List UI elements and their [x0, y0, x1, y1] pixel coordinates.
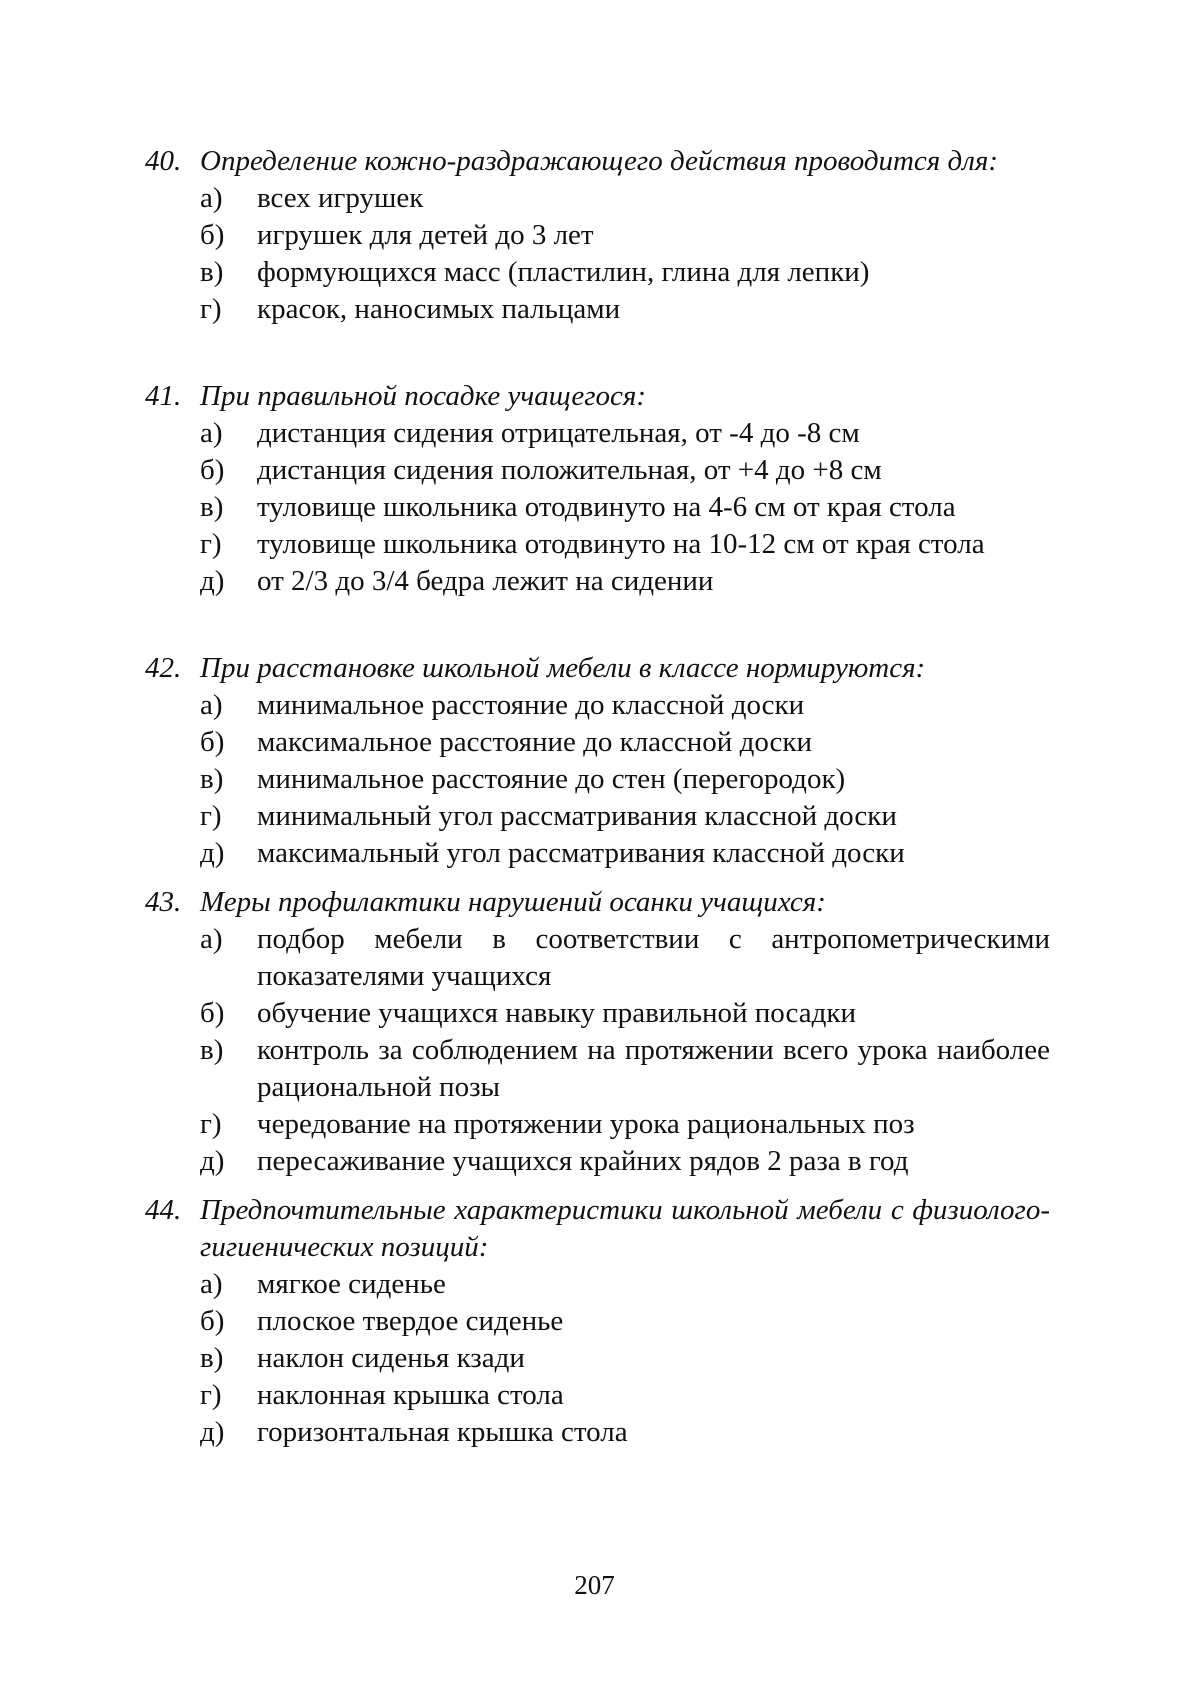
- question-text: Меры профилактики нарушений осанки учащихся:: [200, 886, 826, 918]
- option-letter: в): [200, 763, 224, 795]
- question-40: [145, 143, 1050, 328]
- option-letter: г): [200, 1379, 222, 1411]
- option-letter: д): [200, 1145, 225, 1177]
- option-a: [200, 415, 1050, 452]
- question-43: [145, 884, 1050, 1180]
- question-header: [145, 143, 1050, 180]
- option-text: игрушек для детей до 3 лет: [257, 219, 594, 251]
- question-text: При правильной посадке учащегося:: [200, 380, 647, 412]
- question-text: Предпочтительные характеристики школьной мебели с физиолого-гигиенических позиций:: [200, 1194, 1050, 1263]
- question-number: 40.: [145, 145, 182, 177]
- question-header: [145, 650, 1050, 687]
- option-text: минимальное расстояние до стен (перегородок): [257, 763, 846, 795]
- options-list: [145, 921, 1050, 1180]
- option-v: [200, 254, 1050, 291]
- option-text: контроль за соблюдением на протяжении всего урока наиболее рациональной позы: [257, 1034, 1050, 1103]
- options-list: [145, 180, 1050, 328]
- option-a: [200, 687, 1050, 724]
- option-text: подбор мебели в соответствии с антропометрическими показателями учащихся: [257, 923, 1050, 992]
- option-text: мягкое сиденье: [257, 1268, 446, 1300]
- option-text: от 2/3 до 3/4 бедра лежит на сидении: [257, 565, 714, 597]
- option-letter: б): [200, 1305, 225, 1337]
- option-letter: д): [200, 1416, 225, 1448]
- option-letter: д): [200, 837, 225, 869]
- option-g: [200, 798, 1050, 835]
- question-text: Определение кожно-раздражающего действия проводится для:: [200, 145, 998, 177]
- option-text: максимальное расстояние до классной доски: [257, 726, 813, 758]
- option-letter: в): [200, 1034, 224, 1066]
- options-list: [145, 687, 1050, 872]
- option-v: [200, 1032, 1050, 1106]
- options-list: [145, 1266, 1050, 1451]
- option-letter: а): [200, 923, 223, 955]
- question-header: [145, 1192, 1050, 1266]
- option-letter: а): [200, 182, 223, 214]
- option-text: туловище школьника отодвинуто на 10-12 см от края стола: [257, 528, 985, 560]
- question-41: [145, 378, 1050, 600]
- question-text: При расстановке школьной мебели в классе нормируются:: [200, 652, 926, 684]
- option-letter: г): [200, 1108, 222, 1140]
- question-number: 43.: [145, 886, 182, 918]
- option-letter: в): [200, 491, 224, 523]
- option-letter: б): [200, 997, 225, 1029]
- option-letter: б): [200, 726, 225, 758]
- question-42: [145, 650, 1050, 872]
- option-d: [200, 1414, 1050, 1451]
- option-text: плоское твердое сиденье: [257, 1305, 564, 1337]
- option-a: [200, 1266, 1050, 1303]
- option-b: [200, 1303, 1050, 1340]
- option-v: [200, 761, 1050, 798]
- option-letter: д): [200, 565, 225, 597]
- option-text: наклон сиденья кзади: [257, 1342, 525, 1374]
- page-number: 207: [574, 1570, 615, 1600]
- question-number: 42.: [145, 652, 182, 684]
- option-v: [200, 489, 1050, 526]
- option-b: [200, 724, 1050, 761]
- option-letter: а): [200, 1268, 223, 1300]
- option-text: минимальный угол рассматривания классной доски: [257, 800, 897, 832]
- option-letter: а): [200, 417, 223, 449]
- option-letter: г): [200, 293, 222, 325]
- question-header: [145, 884, 1050, 921]
- option-d: [200, 835, 1050, 872]
- option-b: [200, 995, 1050, 1032]
- option-g: [200, 291, 1050, 328]
- option-text: пересаживание учащихся крайних рядов 2 раза в год: [257, 1145, 909, 1177]
- options-list: [145, 415, 1050, 600]
- option-g: [200, 1106, 1050, 1143]
- question-header: [145, 378, 1050, 415]
- option-letter: г): [200, 528, 222, 560]
- option-g: [200, 1377, 1050, 1414]
- option-text: чередование на протяжении урока рациональных поз: [257, 1108, 915, 1140]
- option-text: максимальный угол рассматривания классной доски: [257, 837, 905, 869]
- option-letter: б): [200, 454, 225, 486]
- option-d: [200, 563, 1050, 600]
- option-text: наклонная крышка стола: [257, 1379, 564, 1411]
- option-b: [200, 452, 1050, 489]
- option-text: туловище школьника отодвинуто на 4-6 см от края стола: [257, 491, 956, 523]
- option-text: красок, наносимых пальцами: [257, 293, 621, 325]
- option-text: формующихся масс (пластилин, глина для лепки): [257, 256, 870, 288]
- option-a: [200, 921, 1050, 995]
- option-letter: в): [200, 256, 224, 288]
- option-v: [200, 1340, 1050, 1377]
- option-g: [200, 526, 1050, 563]
- option-text: всех игрушек: [257, 182, 424, 214]
- question-number: 44.: [145, 1194, 182, 1226]
- option-text: дистанция сидения отрицательная, от -4 до -8 см: [257, 417, 860, 449]
- option-letter: а): [200, 689, 223, 721]
- option-letter: в): [200, 1342, 224, 1374]
- option-text: минимальное расстояние до классной доски: [257, 689, 805, 721]
- option-text: дистанция сидения положительная, от +4 до +8 см: [257, 454, 882, 486]
- option-letter: г): [200, 800, 222, 832]
- option-a: [200, 180, 1050, 217]
- question-number: 41.: [145, 380, 182, 412]
- option-text: обучение учащихся навыку правильной посадки: [257, 997, 856, 1029]
- question-44: [145, 1192, 1050, 1451]
- option-b: [200, 217, 1050, 254]
- option-text: горизонтальная крышка стола: [257, 1416, 628, 1448]
- option-letter: б): [200, 219, 225, 251]
- option-d: [200, 1143, 1050, 1180]
